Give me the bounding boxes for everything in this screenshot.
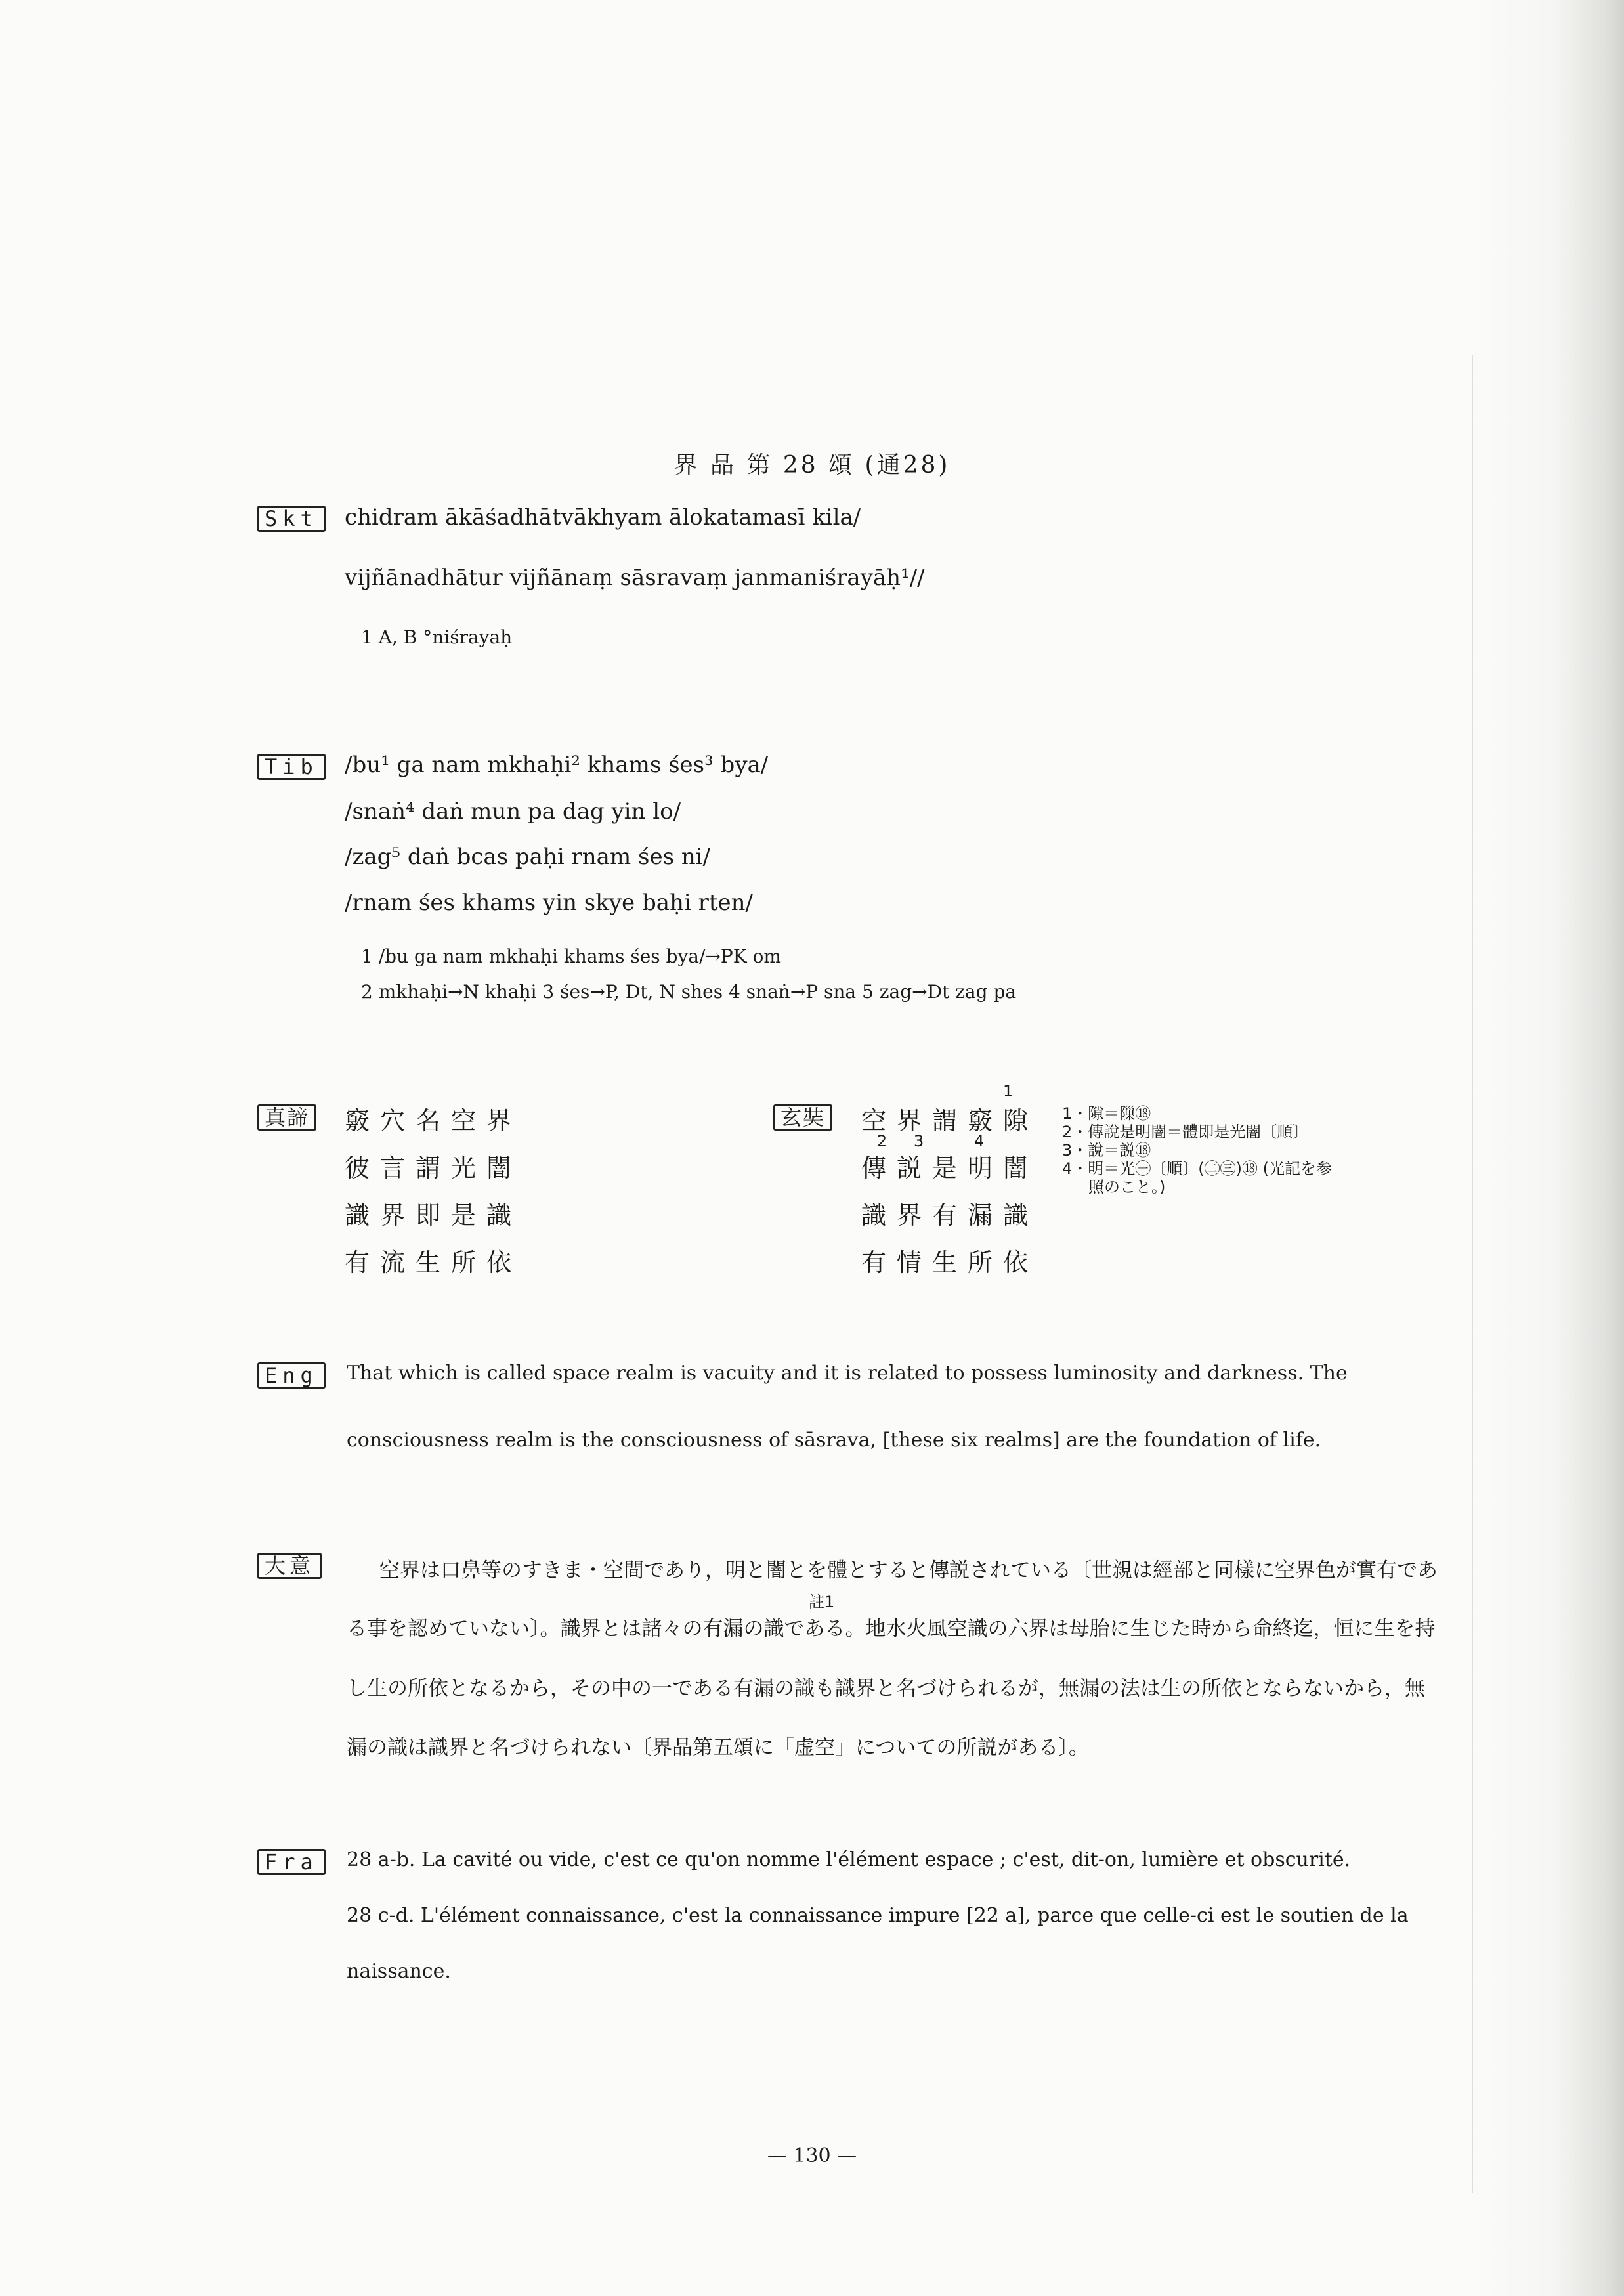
summary-line-2: る事を認めていない〕。識界とは諸々の有漏の識である。地水火風空識の六界は母胎に生じた時から命終迄，恒に生を持 — [347, 1617, 1436, 1641]
xuanzang-sup-2: 2 — [877, 1132, 887, 1150]
paramartha-line-1: 竅穴名空界 — [345, 1106, 523, 1135]
page-title: 界 品 第 28 頌 (通28) — [673, 452, 951, 479]
tib-footnote-2: 2 mkhaḥi→N khaḥi 3 śes→P, Dt, N shes 4 snaṅ→P sna 5 zag→Dt zag pa — [361, 981, 1017, 1003]
skt-footnote: 1 A, B °niśrayaḥ — [361, 626, 513, 648]
chinese-note-3: 3・說＝説⑱ — [1062, 1141, 1151, 1159]
xuanzang-sup-1: 1 — [1003, 1082, 1014, 1100]
summary-line-1: 空界は口鼻等のすきま・空間であり，明と闇とを體とすると傳説されている〔世親は經部と同樣に空界色が實有であ — [379, 1559, 1438, 1582]
summary-line-3: し生の所依となるから，その中の一である有漏の識も識界と名づけられるが，無漏の法は生の所依とならないから，無 — [347, 1677, 1425, 1700]
summary-note-mark: 註1 — [809, 1593, 835, 1611]
skt-tag: Skt — [257, 506, 326, 532]
fra-line-1: 28 a-b. La cavité ou vide, c'est ce qu'on nomme l'élément espace ; c'est, dit-on, lumière et obscurité. — [347, 1848, 1351, 1871]
fra-tag: Fra — [257, 1849, 326, 1875]
tib-footnote-1: 1 /bu ga nam mkhaḥi khams śes bya/→PK om — [361, 945, 781, 967]
tib-tag: Tib — [257, 754, 326, 780]
eng-line-2: consciousness realm is the consciousness of sāsrava, [these six realms] are the foundation of life. — [347, 1429, 1321, 1452]
scan-edge-line — [1472, 355, 1473, 2193]
summary-tag: 大意 — [257, 1553, 322, 1579]
skt-line-2: vijñānadhātur vijñānaṃ sāsravaṃ janmaniśrayāḥ¹// — [345, 565, 925, 591]
xuanzang-sup-3: 3 — [914, 1132, 924, 1150]
skt-section — [257, 506, 326, 532]
chinese-note-2: 2・傳說是明闇＝體即是光闇〔順〕 — [1062, 1123, 1309, 1141]
tib-line-2: /snaṅ⁴ daṅ mun pa dag yin lo/ — [345, 798, 681, 825]
paramartha-tag: 真諦 — [257, 1104, 316, 1131]
chinese-note-4: 4・明＝光㊀〔順〕(㊁㊂)⑱ (光記を参 — [1062, 1159, 1332, 1178]
paramartha-line-2: 彼言謂光闇 — [345, 1154, 523, 1182]
tib-section — [257, 754, 326, 780]
xuanzang-line-3: 識界有漏識 — [861, 1201, 1039, 1230]
skt-line-1: chidram ākāśadhātvākhyam ālokatamasī kila/ — [345, 504, 861, 531]
xuanzang-line-4: 有情生所依 — [861, 1248, 1039, 1277]
tib-line-1: /bu¹ ga nam mkhaḥi² khams śes³ bya/ — [345, 752, 769, 778]
fra-section — [257, 1849, 326, 1875]
page-number: — 130 — — [767, 2144, 857, 2167]
tib-line-3: /zag⁵ daṅ bcas paḥi rnam śes ni/ — [345, 844, 711, 870]
xuanzang-line-2: 傳説是明闇 — [861, 1154, 1039, 1182]
xuanzang-tag: 玄奘 — [773, 1104, 832, 1131]
paramartha-section — [257, 1104, 316, 1131]
xuanzang-section — [773, 1104, 832, 1131]
xuanzang-line-1: 空界謂竅隙 — [861, 1106, 1039, 1135]
eng-line-1: That which is called space realm is vacuity and it is related to possess luminosity and darkness. The — [347, 1362, 1348, 1385]
xuanzang-sup-4: 4 — [974, 1132, 985, 1150]
paramartha-line-3: 識界即是識 — [345, 1201, 523, 1230]
tib-line-4: /rnam śes khams yin skye baḥi rten/ — [345, 890, 753, 916]
chinese-note-5: 照のこと。) — [1088, 1178, 1166, 1196]
summary-section — [257, 1553, 322, 1579]
eng-section — [257, 1362, 326, 1389]
scan-edge-shadow — [1466, 0, 1624, 2296]
summary-line-4: 漏の識は識界と名づけられない〔界品第五頌に「虚空」についての所説がある〕。 — [347, 1736, 1089, 1760]
fra-line-2: 28 c-d. L'élément connaissance, c'est la connaissance impure [22 a], parce que celle-ci est le soutien de la — [347, 1904, 1409, 1927]
eng-tag: Eng — [257, 1362, 326, 1389]
paramartha-line-4: 有流生所依 — [345, 1248, 523, 1277]
fra-line-3: naissance. — [347, 1960, 451, 1983]
chinese-note-1: 1・隙＝隟⑱ — [1062, 1104, 1151, 1123]
